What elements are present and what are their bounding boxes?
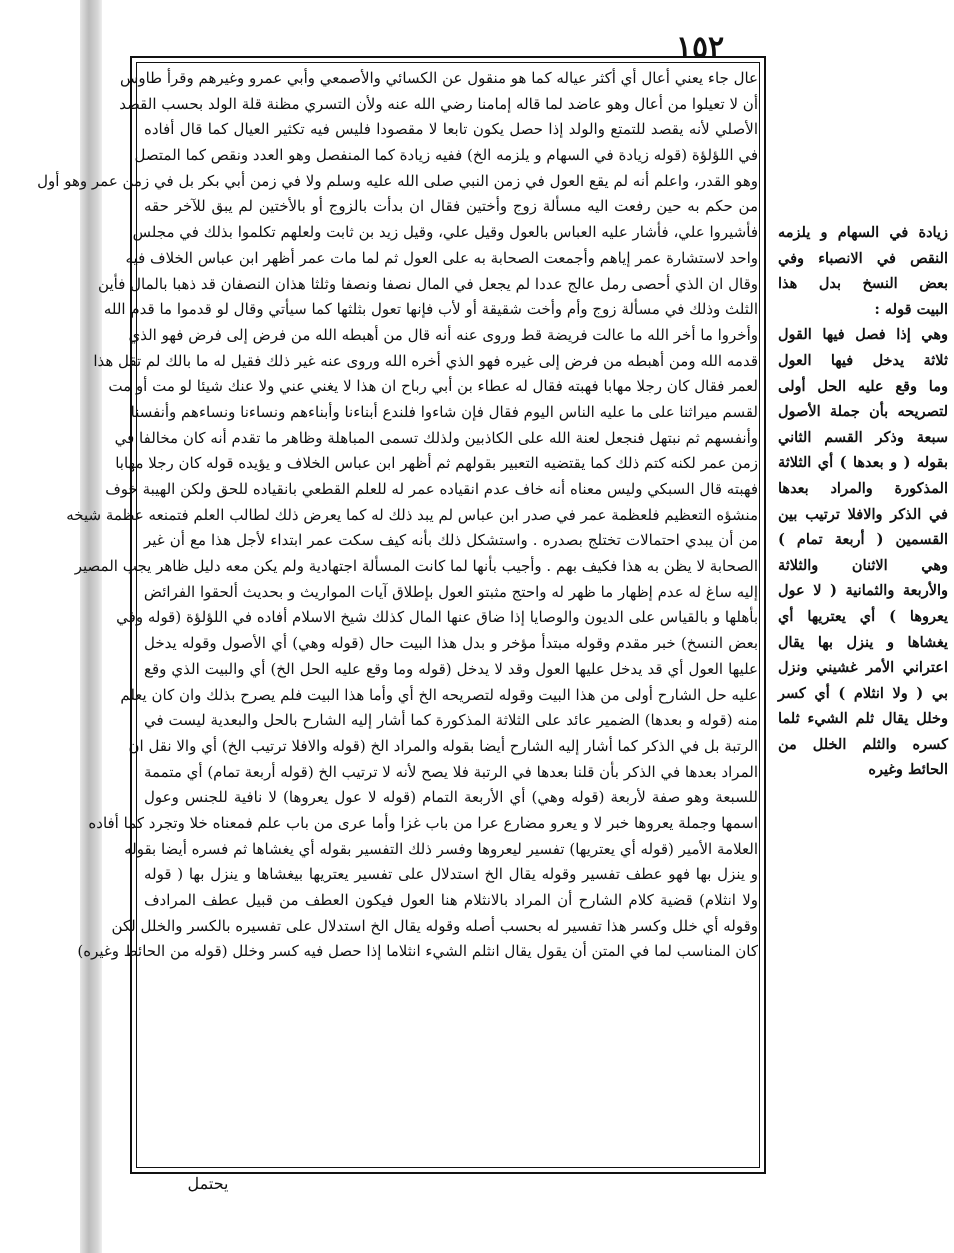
main-text-line: إليه ساغ له عدم إظهار ما ظهر له واحتج مثبتو العول بإطلاق آيات المواريث و بحديث ألحقوا الفرائض [143, 582, 758, 601]
margin-text-line: وهي الاثنان والثلاثة [778, 556, 948, 574]
main-text-line: فهبته قال السبكي وليس معناه أنه خاف عدم انقياده عمر له للعلم القطعي بانقياده للحق ولكن الهيبة خوف [105, 480, 758, 498]
main-text-line: الصحابة لا يظن به هذا فكيف بهم . وأجيب بأنها لما كانت المسألة اجتهادية ولم يكن معه دليل ظاهر يجب المصير [74, 557, 758, 576]
margin-text-line: في الذكر والافلا ترتيب بين [778, 505, 948, 523]
main-text-line: الرتبة بل في الذكر كما أشار إليه الشارح أيضا بقوله والمراد الخ (قوله والافلا ترتيب الخ) أي والا نقل ان [128, 736, 758, 755]
main-text-line: اسمها وجملة يعروها خبر لا و يعرو مضارع عرا من باب غزا وأما عرى من باب علم فمعناه خلا وتجرد كما أفاده [88, 813, 758, 832]
margin-text-line: النقص في الانصباء وفي [778, 249, 948, 267]
main-text-line: لقسم ميراثنا على ما عليه الناس اليوم فقال فإن شاءوا فلندع أبناءنا وأبناءهم ونساءنا ونساءهم وأنفسنا [130, 402, 758, 421]
main-text-line: بأهلها و بالقياس على الديون والوصايا إذا ضاق عنها المال كذلك شيخ الاسلام أفاده في اللؤلؤة (قوله وفي [116, 608, 758, 627]
margin-text-line: اعتراني الأمر غشيني ونزل [778, 659, 948, 677]
main-text-line: فأشيروا علي، فأشار عليه العباس بالعول وقيل علي، وقيل زيد بن ثابت ولعلهم تكلموا بذلك في مجلس [132, 223, 758, 242]
main-text-line: زمن عمر لكنه كتم ذلك كما يقتضيه التعبير بقولهم ثم أظهر ابن عباس الخلاف و يؤيده قوله كان رجلا مهابا [115, 454, 758, 473]
margin-text-line: ثلاثة يدخل فيها العول [778, 351, 948, 369]
main-text-line: الثلث وذلك في مسألة زوج وأم وأخت شقيقة أو لأب فإنها تعول بثلثها كما سيأتي وقال لو قدموا ما قدم الله [103, 300, 758, 319]
margin-text-line: يغشاها و ينزل بها يقال [778, 633, 948, 651]
main-text-line: عال جاء يعني أعال أي أكثر عياله كما هو منقول عن الكسائي والأصمعي وأبي عمرو وغيرهم وقرأ طاوس [120, 69, 758, 87]
main-text-line: منه (قوله و بعدها) الضمير عائد على الثلاثة المذكورة كما أشار إليه الشارح بالحل والبعدية ليست في [144, 711, 758, 730]
margin-text-line: يعروها ) أي يعتريها أي [778, 607, 948, 625]
margin-text-line: لتصريحه بأن جملة الأصول [778, 403, 948, 421]
main-text-line: عليها العول أي قد يدخل عليها العول وقد لا يدخل (قوله وما وقع عليه الحل الخ) أي والبيت الذي وقع [144, 659, 758, 678]
margin-text-line: بقوله ( و بعدها ) أي الثلاثة [778, 454, 948, 472]
page-number: ١٥٢ [675, 30, 725, 65]
main-text-line: و ينزل بها فهو عطف تفسير وقوله يقال الخ استدلال على تفسير يعتريها بيغشاها و ينزل بها ( قوله [144, 865, 758, 884]
margin-text-line: والأربعة والثمانية ( لا عول [778, 582, 948, 600]
main-text-line: للسبعة وهو صفة لأربعة (قوله وهي) أي الأربعة التمام (قوله لا عول يعروها) لا نافية للجنس وعول [144, 788, 758, 807]
margin-text-line: زيادة في السهام و يلزمه [778, 224, 948, 241]
main-text-line: واحد لاستشارة عمر إياهم وأجمعت الصحابة به على العول ثم لما مات عمر أظهر ابن عباس الخلاف فيه [125, 248, 758, 267]
margin-matn-text [778, 220, 948, 783]
margin-text-line: الحائط وغيره [868, 761, 948, 779]
main-text-line: العلامة الأمير (قوله أي يعتريها) تفسير ليعروها وفسر ذلك التفسير بقوله أي يغشاها ثم فسره أيضا بقوله [124, 839, 758, 858]
main-text-line: عليه حل الشارح أولى من هذا البيت وقوله لتصريحه الخ أي وأما هذا البيت فلم يصرح بذلك وان كان يعلم [120, 685, 758, 704]
main-text-line: في اللؤلؤة (قوله زيادة في السهام و يلزمه الخ) ففيه زيادة كما المنفصل وهو العدد ونقص كما المتصل [134, 146, 758, 165]
margin-text-line: بعض النسخ بدل هذا [778, 275, 948, 293]
main-text-line: ولا انثلام) قضية كلام الشارح أن المراد بالانثلام هنا العول فيكون العطف من قبيل عطف المرادف [144, 891, 758, 909]
margin-text-line: وهي إذا فصل فيها القول [778, 326, 948, 344]
main-text-line: الأصلي لأنه يقصد للتمتع والولد إذا حصل يكون تابعا لا مقصودا فليس فيه تكثير العيال كما قال أفاده [144, 120, 758, 139]
margin-text-line: المذكورة والمراد بعدها [778, 479, 948, 497]
margin-text-line: بي ( ولا انثلام ) أي كسر [778, 684, 948, 702]
main-text-line: أن لا تعيلوا من أعال وهو عاضد لما قاله إمامنا رضي الله عنه ولأن التسري مظنة قلة الولد بحسب القصد [119, 94, 758, 113]
main-text-line: المراد بعدها في الذكر بأن قلنا بعدها في الرتبة فلا يصح لأنه لا ترتيب الخ (قوله أربعة تمام) أي متممة [143, 762, 758, 781]
margin-text-line: كسره والثلم الخلل من [778, 735, 948, 753]
main-text-line: وقال ان الذي أحصى رمل عالج عددا لم يجعل في المال نصفا ونصفا وثلثا هذان النصفان قد ذهبا بالمال فأين [98, 274, 758, 293]
main-text-line: من حكم به حين رفعت اليه مسألة زوج وأختين فقال ان بدأت بالزوج أو بالأختين لم يبق للآخر حقه [144, 197, 758, 216]
catchword: يحتمل [187, 1174, 229, 1193]
main-text-line: لعمر فقال كان رجلا مهابا فهبته فقال له عطاء بن أبي رباح ان هذا لا يغني عني ولا عنك شيئا لو مت أو مت [108, 377, 758, 396]
margin-text-line: سبعة وذكر القسم الثاني [778, 428, 948, 446]
main-text-line: وأنفسهم ثم نبتهل فنجعل لعنة الله على الكاذبين ولذلك تسمى المباهلة وظاهر ما تقدم أنه كان مخالفا في [114, 428, 758, 447]
main-text-line: من أن يبدي احتمالات تختلج بصدره . واستشكل ذلك بأنه كيف سكت عمر ابتداء لأجل هذا مع أن غير [144, 531, 758, 550]
main-commentary-text [37, 66, 758, 965]
margin-text-line: القسمين ( أربعة تمام ) [778, 531, 948, 549]
margin-text-line: البيت قوله : [874, 300, 948, 318]
main-text-line: وأخروا ما أخر الله ما عالت فريضة قط وروى عنه أنه قال من أهبطه الله من فرض إلى فرض فهو الذي [128, 325, 758, 344]
main-text-line: وهو القدر، واعلم أنه لم يقع العول في زمن النبي صلى الله عليه وسلم ولا في زمن أبي بكر بل في زمن عمر وهو أول [37, 171, 758, 190]
main-text-line: قدمه الله ومن أهبطه من فرض إلى غيره فهو الذي أخره الله وروى عنه غير ذلك فقيل له ما بالك لم تقل هذا [93, 351, 758, 370]
main-text-line: منشؤه التعظيم فلعظمة عمر في صدر ابن عباس لم يبد ذلك له كما يعرض ذلك لطالب العلم فتمنعه عظمة شيخه [66, 505, 758, 524]
main-text-line: بعض النسخ) خبر مقدم وقوله مبتدأ مؤخر و بدل هذا البيت حال (قوله وهي) أي الأصول وقوله يدخل [144, 634, 758, 653]
margin-text-line: وخلل يقال ثلم الشيء ثلما [778, 710, 948, 728]
margin-text-line: وما وقع عليه الحل أولى [778, 377, 948, 395]
main-text-line: كان المناسب لما في المتن أن يقول يقال انثلم الشيء انثلاما إذا حصل فيه كسر وخلل (قوله من الحائط وغيره) [77, 942, 758, 961]
main-text-line: وقوله أي خلل وكسر هذا تفسير له بحسب أصله وقوله يقال الخ استدلال على تفسيره بالكسر والخلل لكن [111, 916, 758, 935]
